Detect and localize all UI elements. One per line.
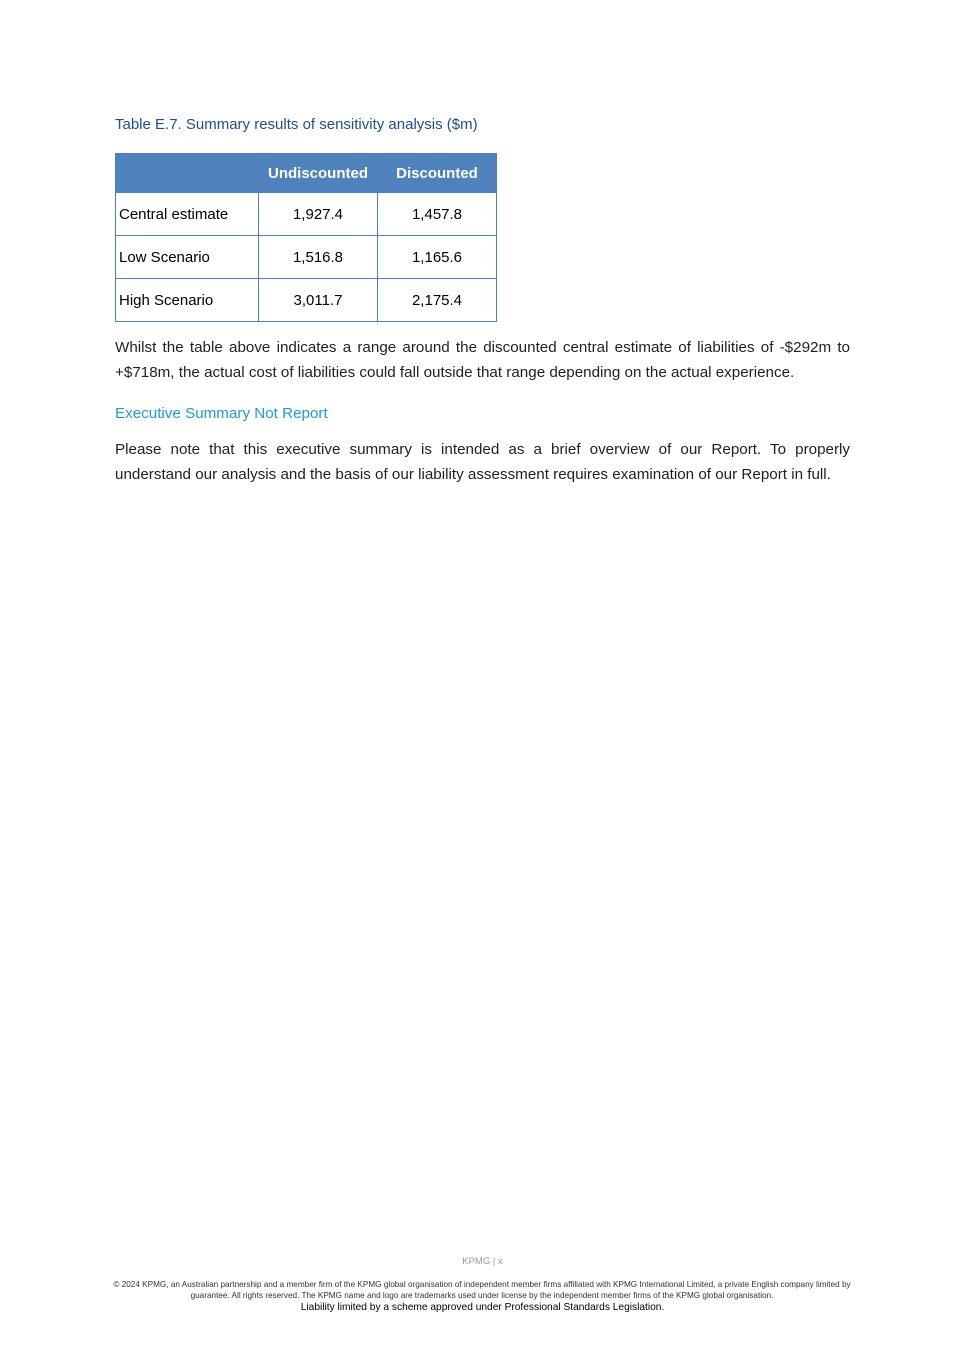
table-caption: Table E.7. Summary results of sensitivity analysis ($m) (115, 116, 478, 133)
discounted-value: 1,165.6 (378, 236, 497, 279)
header-undiscounted: Undiscounted (259, 154, 378, 193)
summary-note-paragraph: Please note that this executive summary is intended as a brief overview of our Report. To properly understand our analysis and the basis of our liability assessment requires examination of our Report in full. (115, 441, 850, 483)
range-paragraph: Whilst the table above indicates a range around the discounted central estimate of liabilities of -$292m to +$718m, the actual cost of liabilities could fall outside that range depending on the actual experience. (115, 339, 850, 381)
table-header-row (116, 154, 497, 193)
discounted-value: 1,457.8 (378, 193, 497, 236)
section-subheading: Executive Summary Not Report (115, 405, 328, 422)
liability-notice: Liability limited by a scheme approved under Professional Standards Legislation. (300, 1302, 665, 1313)
header-discounted: Discounted (378, 154, 497, 193)
sensitivity-table (115, 153, 497, 322)
copyright-notice: © 2024 KPMG, an Australian partnership and a member firm of the KPMG global organisation of independent member firms affiliated with KPMG International Limited, a private English company limited by guarantee. All rights reserved. The KPMG name and logo are trademarks used under license by the independent member firms of the KPMG global organisation. (113, 1280, 851, 1300)
page-number: KPMG | x (462, 1256, 503, 1267)
discounted-value: 2,175.4 (378, 279, 497, 322)
table-row (116, 236, 497, 279)
table-row (116, 193, 497, 236)
undiscounted-value: 1,516.8 (259, 236, 378, 279)
row-label: Central estimate (116, 193, 259, 236)
undiscounted-value: 1,927.4 (259, 193, 378, 236)
row-label: High Scenario (116, 279, 259, 322)
undiscounted-value: 3,011.7 (259, 279, 378, 322)
table-row (116, 279, 497, 322)
header-blank-cell (116, 154, 259, 193)
row-label: Low Scenario (116, 236, 259, 279)
